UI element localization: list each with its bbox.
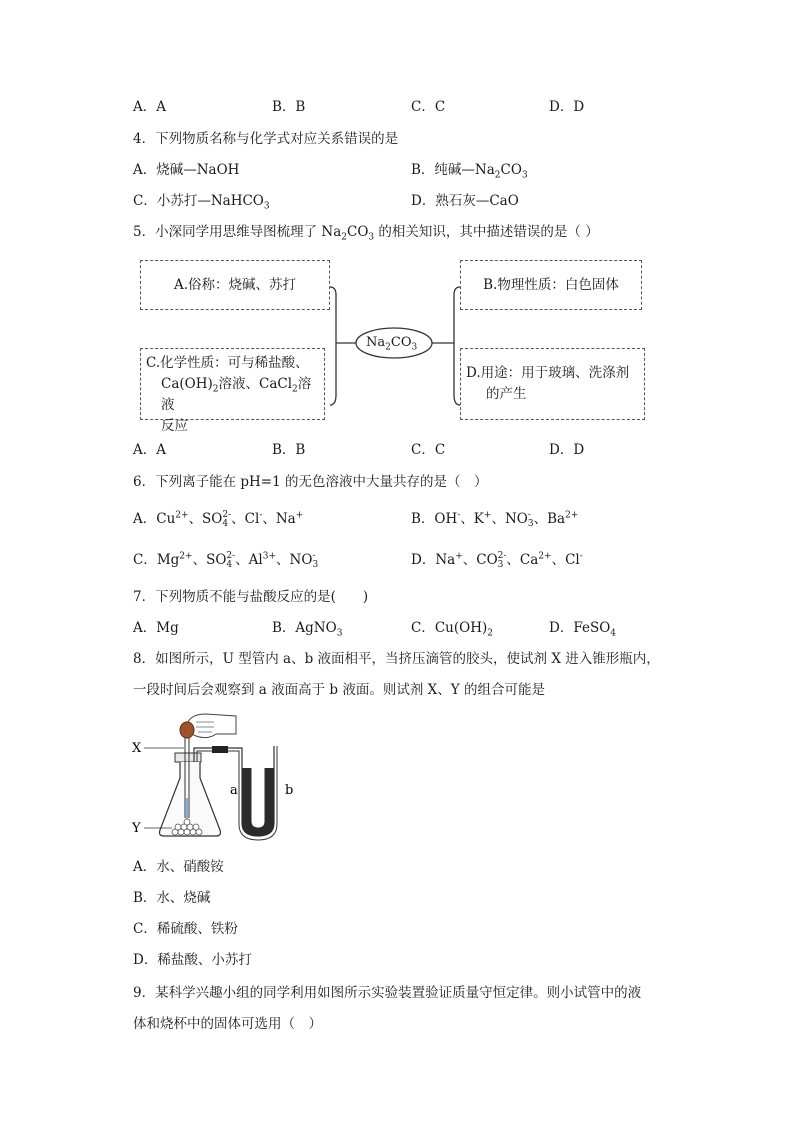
q5-option-b: B．B: [272, 442, 306, 458]
label-b: b: [285, 783, 294, 798]
q7-option-c: C．$Cu(OH)_2$: [411, 620, 493, 639]
q8-option-b: B．水、烧碱: [133, 890, 211, 906]
q4-option-b: B．纯碱$—Na_2CO_3$: [411, 162, 528, 181]
q8-option-c: C．稀硫酸、铁粉: [133, 921, 238, 937]
label-y: Y: [132, 821, 141, 836]
box-c-line1: C.化学性质：可与稀盐酸、: [146, 355, 309, 371]
label-a: a: [230, 783, 238, 798]
box-c-line2: $Ca(OH)_2$溶液、CaCl$_2$溶液: [161, 376, 312, 413]
q6-stem: 6．下列离子能在 pH=1 的无色溶液中大量共存的是（ ）: [133, 474, 488, 490]
center-formula: $Na_2CO_3$: [366, 335, 418, 353]
box-c: [140, 348, 325, 434]
q6-option-d: D．Na+、CO 2- 3 、$Ca^{2+}$、Cl-: [411, 550, 583, 570]
dropper-bulb-icon: [180, 722, 194, 738]
q7-option-a: A．Mg: [133, 620, 179, 636]
q4-option-c: C．小苏打—NaHCO$_3$: [133, 193, 270, 212]
q4-stem: 4．下列物质名称与化学式对应关系错误的是: [133, 131, 399, 147]
apparatus-figure: [130, 708, 320, 848]
box-d-line1: D.用途：用于玻璃、洗涤剂: [466, 365, 630, 381]
q6-option-a: A．$Cu^{2+}$、SO 2- 4 、Cl-、Na+: [133, 509, 304, 529]
box-c-line3: 反应: [161, 418, 188, 434]
hand-icon: [188, 714, 236, 738]
q3-option-c: C．C: [411, 99, 446, 115]
box-d: [460, 348, 645, 420]
q7-option-d: D．FeSO$_4$: [549, 620, 616, 639]
label-x: X: [132, 741, 142, 756]
q8-option-a: A．水、硝酸铵: [133, 859, 224, 875]
q7-stem: 7．下列物质不能与盐酸反应的是( ): [133, 589, 369, 605]
q9-stem-line1: 9．某科学兴趣小组的同学利用如图所示实验装置验证质量守恒定律。则小试管中的液: [133, 985, 642, 1001]
q3-option-d: D．D: [549, 99, 585, 115]
q4-option-a: A．烧碱—NaOH: [133, 162, 240, 178]
box-b: B.物理性质：白色固体: [460, 260, 642, 310]
q5-option-d: D．D: [549, 442, 585, 458]
q5-option-c: C．C: [411, 442, 446, 458]
q8-stem-line2: 一段时间后会观察到 a 液面高于 b 液面。则试剂 X、Y 的组合可能是: [133, 682, 545, 698]
q5-stem: 5．小深同学用思维导图梳理了 $Na_2CO_3$ 的相关知识，其中描述错误的是（ ）: [133, 224, 599, 243]
mind-map-connectors: [0, 0, 794, 440]
q3-option-a: A．A: [133, 99, 166, 115]
box-a: A.俗称：烧碱、苏打: [140, 260, 330, 310]
box-d-line2: 的产生: [486, 386, 527, 402]
q6-option-c: C．$Mg^{2+}$、SO 2- 4 、$Al^{3+}$、NO - 3: [133, 550, 319, 570]
q8-option-d: D．稀盐酸、小苏打: [133, 952, 252, 968]
q5-option-a: A．A: [133, 442, 166, 458]
q4-option-d: D．熟石灰—CaO: [411, 193, 519, 209]
q6-option-b: B．OH-、K+、NO - 3 、$Ba^{2+}$: [411, 509, 579, 529]
q8-stem-line1: 8．如图所示，U 型管内 a、b 液面相平，当挤压滴管的胶头，使试剂 X 进入锥形瓶内，: [133, 651, 660, 667]
q3-option-b: B．B: [272, 99, 306, 115]
q7-option-b: B．AgNO$_3$: [272, 620, 343, 639]
q9-stem-line2: 体和烧杯中的固体可选用（ ）: [133, 1016, 322, 1032]
